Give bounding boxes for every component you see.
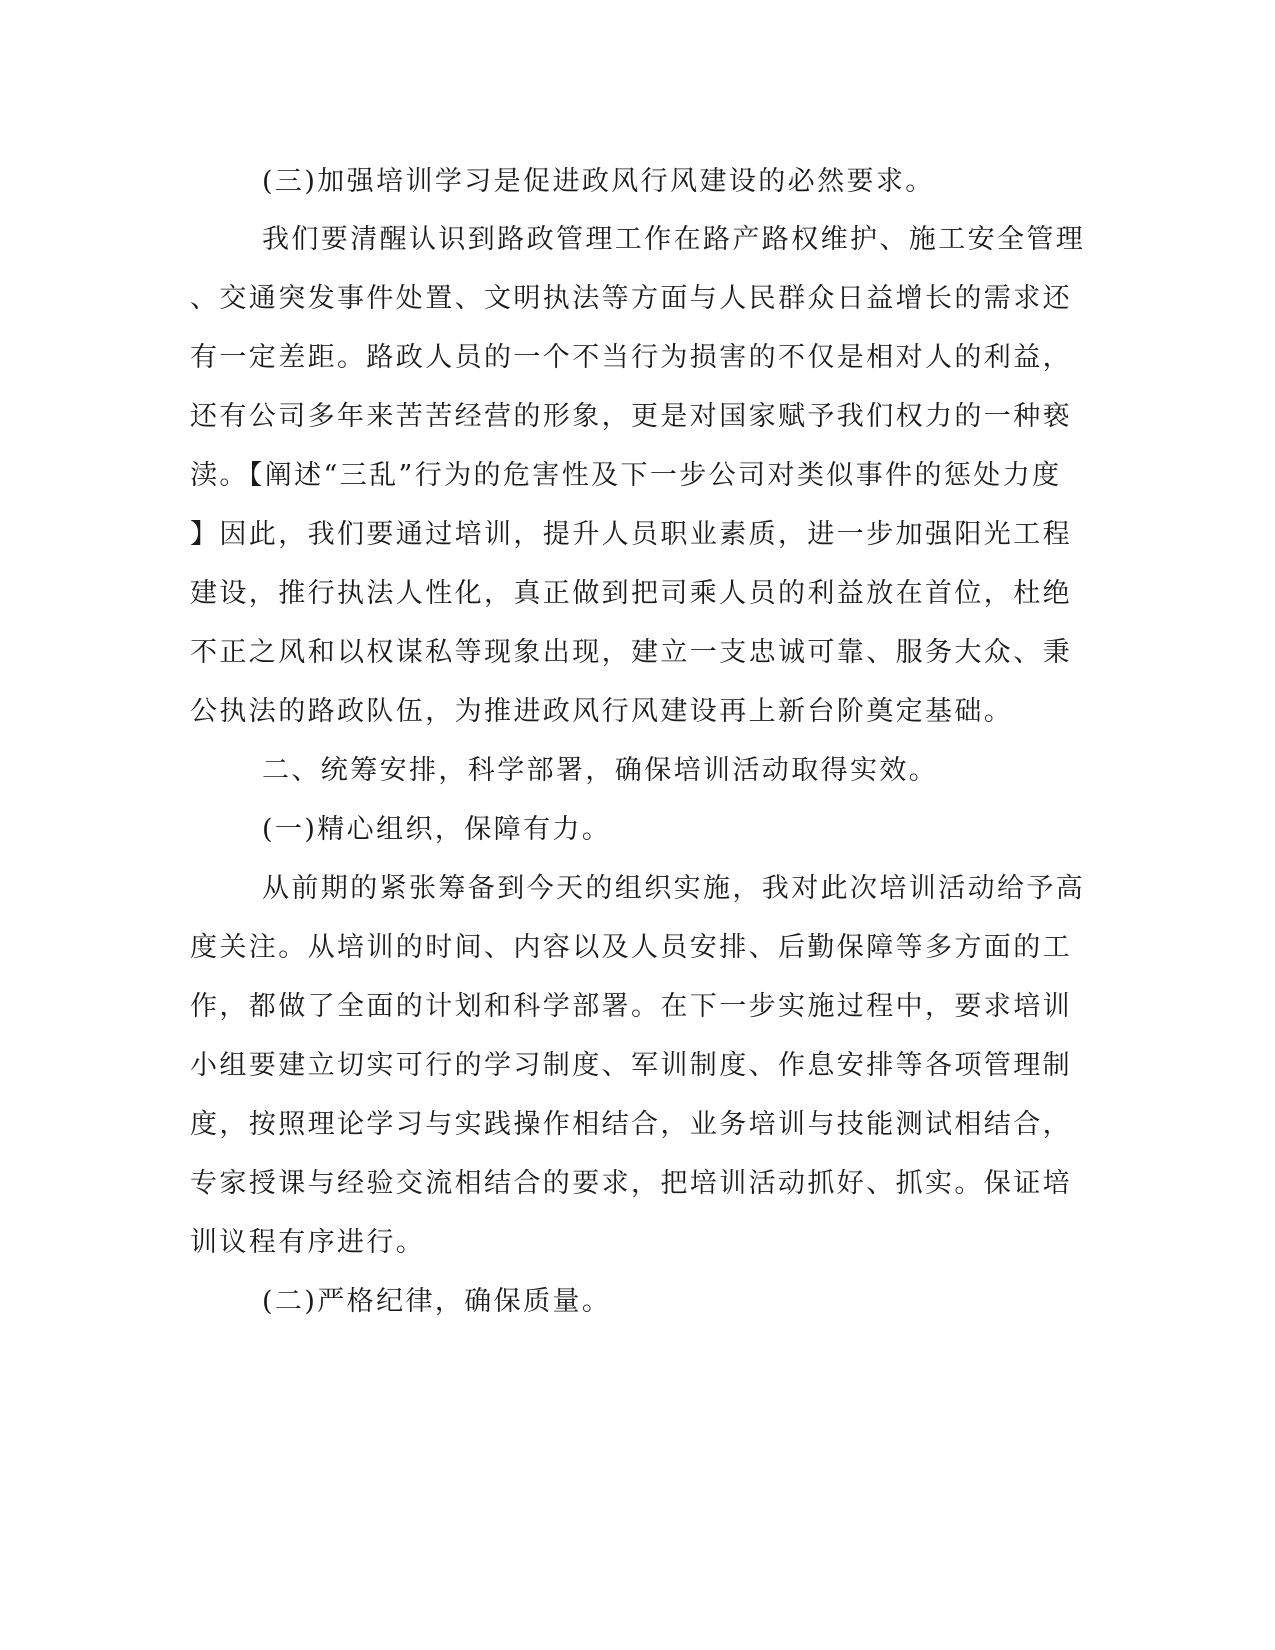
paragraph-line: 作，都做了全面的计划和科学部署。在下一步实施过程中，要求培训 <box>190 991 1072 1022</box>
subheading-1: (一)精心组织，保障有力。 <box>262 814 612 845</box>
paragraph-line: 有一定差距。路政人员的一个不当行为损害的不仅是相对人的利益， <box>190 342 1072 373</box>
paragraph-line: 从前期的紧张筹备到今天的组织实施，我对此次培训活动给予高 <box>262 873 1086 904</box>
paragraph-line: 小组要建立切实可行的学习制度、军训制度、作息安排等各项管理制 <box>190 1050 1072 1081</box>
paragraph-line: 公执法的路政队伍，为推进政风行风建设再上新台阶奠定基础。 <box>190 696 1014 727</box>
section-heading-2: 二、统筹安排，科学部署，确保培训活动取得实效。 <box>262 755 939 786</box>
paragraph-line: 训议程有序进行。 <box>190 1227 426 1258</box>
subheading-2: (二)严格纪律，确保质量。 <box>262 1286 612 1317</box>
paragraph-line: 、交通突发事件处置、文明执法等方面与人民群众日益增长的需求还 <box>190 283 1072 314</box>
paragraph-line: 不正之风和以权谋私等现象出现，建立一支忠诚可靠、服务大众、秉 <box>190 637 1072 668</box>
paragraph-line: 我们要清醒认识到路政管理工作在路产路权维护、施工安全管理 <box>262 224 1086 255</box>
paragraph-line: 度，按照理论学习与实践操作相结合，业务培训与技能测试相结合， <box>190 1109 1072 1140</box>
paragraph-line: 度关注。从培训的时间、内容以及人员安排、后勤保障等多方面的工 <box>190 932 1072 963</box>
paragraph-line: 】因此，我们要通过培训，提升人员职业素质，进一步加强阳光工程 <box>190 519 1072 550</box>
paragraph-line: 专家授课与经验交流相结合的要求，把培训活动抓好、抓实。保证培 <box>190 1168 1072 1199</box>
paragraph-line: 建设，推行执法人性化，真正做到把司乘人员的利益放在首位，杜绝 <box>190 578 1072 609</box>
paragraph-line: 渎。【阐述“三乱”行为的危害性及下一步公司对类似事件的惩处力度 <box>190 460 1062 491</box>
subheading-3: (三)加强培训学习是促进政风行风建设的必然要求。 <box>262 166 935 197</box>
paragraph-line: 还有公司多年来苦苦经营的形象，更是对国家赋予我们权力的一种亵 <box>190 401 1072 432</box>
